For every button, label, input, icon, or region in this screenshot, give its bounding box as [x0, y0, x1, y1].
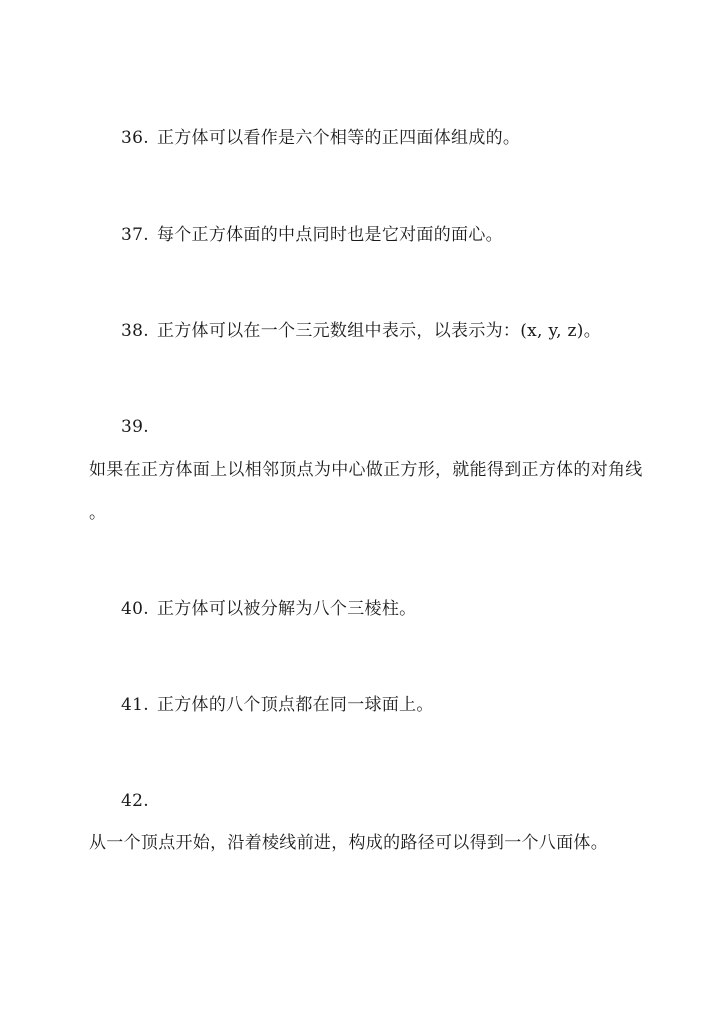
list-item — [121, 694, 434, 716]
item-text: 正方体可以在一个三元数组中表示，以表示为：(x, y, z)。 — [156, 321, 602, 341]
item-text: 正方体可以看作是六个相等的正四面体组成的。 — [156, 128, 521, 148]
item-text: 从一个顶点开始，沿着棱线前进，构成的路径可以得到一个八面体。 — [89, 833, 608, 853]
item-number: 42. — [121, 791, 149, 811]
item-number: 40. — [121, 599, 149, 619]
item-number: 37. — [121, 225, 149, 245]
item-text: 如果在正方体面上以相邻顶点为中心做正方形，就能得到正方体的对角线 — [89, 460, 643, 480]
item-text: 正方体的八个顶点都在同一球面上。 — [156, 695, 434, 715]
item-number: 39. — [121, 417, 149, 437]
item-text: 每个正方体面的中点同时也是它对面的面心。 — [156, 225, 503, 245]
item-text: 正方体可以被分解为八个三棱柱。 — [156, 599, 417, 619]
item-text-continuation: 。 — [89, 503, 107, 523]
list-item — [121, 224, 503, 246]
list-item — [121, 320, 601, 342]
list-item — [121, 598, 416, 620]
item-number: 41. — [121, 695, 149, 715]
item-number: 38. — [121, 321, 149, 341]
list-item — [121, 127, 520, 149]
item-number: 36. — [121, 128, 149, 148]
